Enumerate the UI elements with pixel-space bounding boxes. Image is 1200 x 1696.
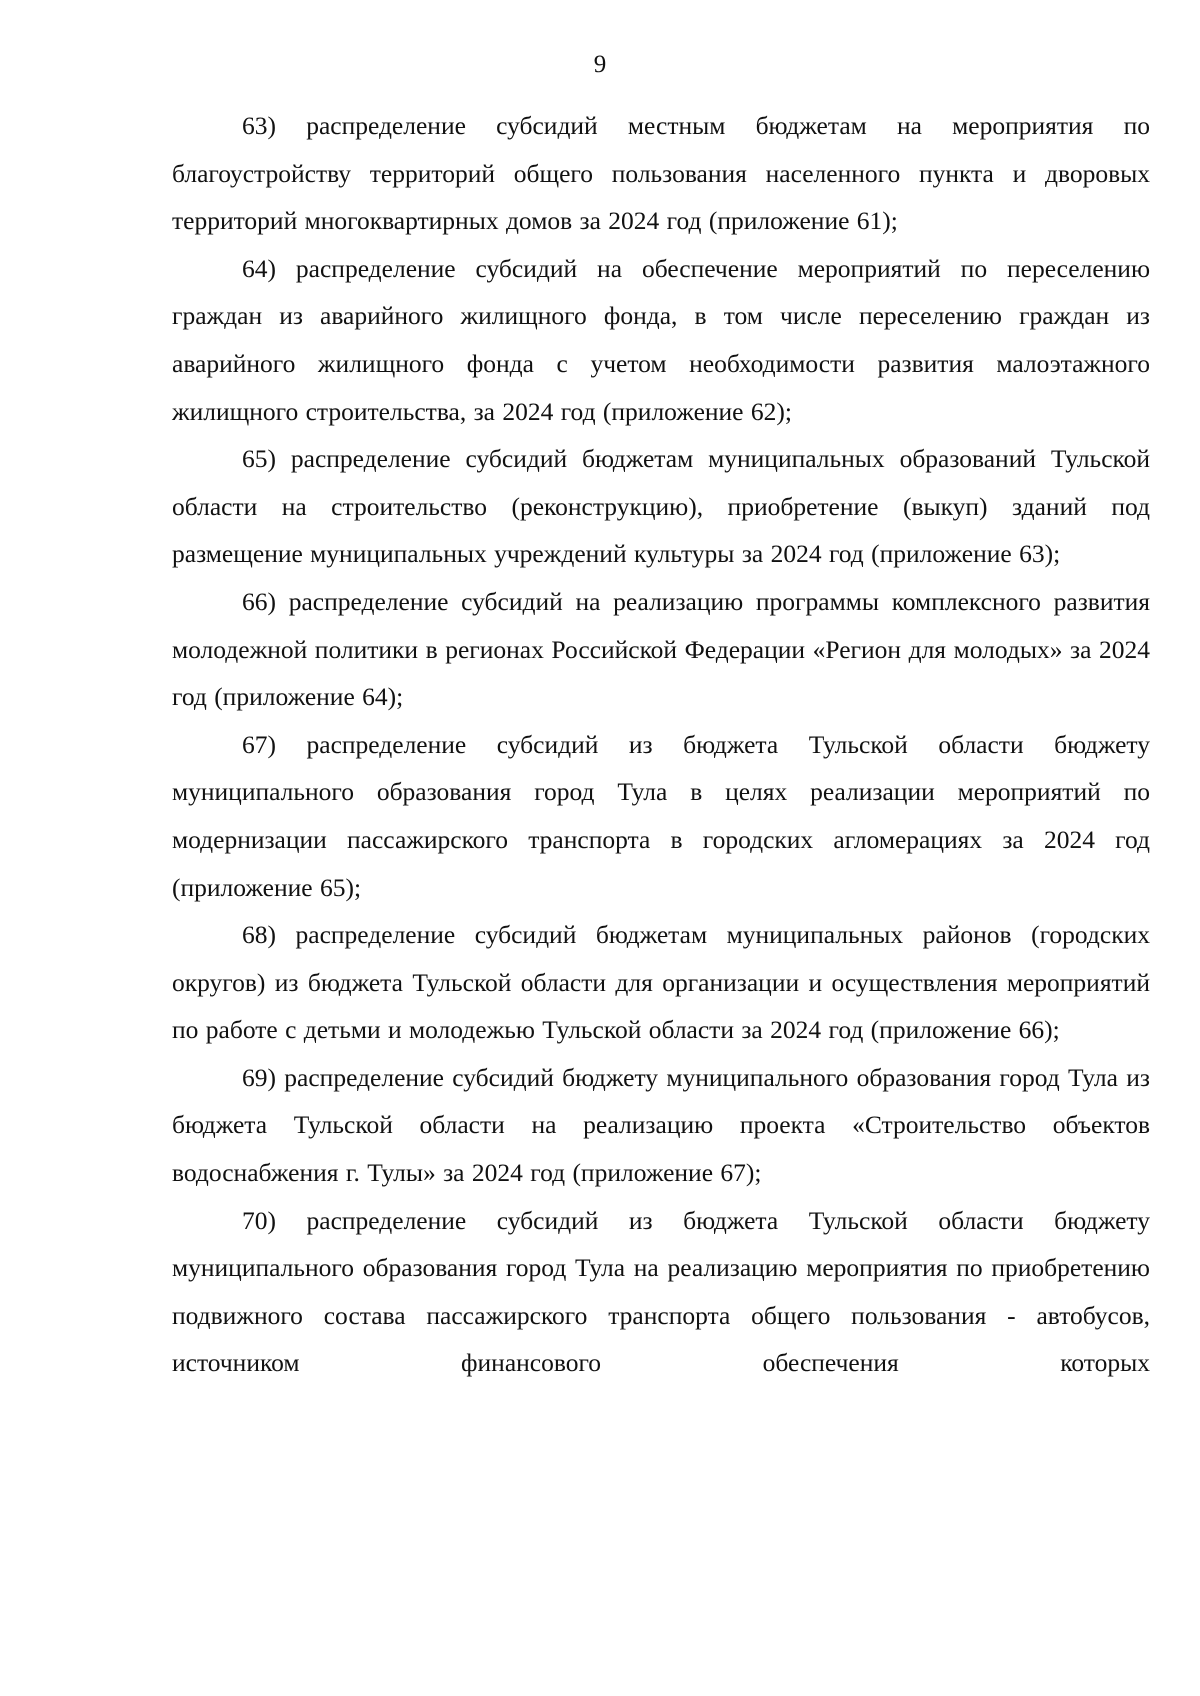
list-item-63: 63) распределение субсидий местным бюджетам на мероприятия по благоустройству территорий общего пользования населенного пункта и дворовых территорий многоквартирных домов за 2024 год (приложение 61); [172,111,1150,236]
list-item-67: 67) распределение субсидий из бюджета Тульской области бюджету муниципального образования город Тула в целях реализации мероприятий по модернизации пассажирского транспорта в городских агломерациях за 2024 год (приложение 65); [172,729,1150,902]
list-item-69: 69) распределение субсидий бюджету муниципального образования город Тула из бюджета Тульской области на реализацию проекта «Строительство объектов водоснабжения г. Тулы» за 2024 год (приложение 67); [172,1062,1150,1188]
list-item-70: 70) распределение субсидий из бюджета Тульской области бюджету муниципального образования город Тула на реализацию мероприятия по приобретению подвижного состава пассажирского транспорта общего пользования - автобусов, источником финансового обеспечения которых [172,1205,1150,1378]
list-item-64: 64) распределение субсидий на обеспечение мероприятий по переселению граждан из аварийного жилищного фонда, в том числе переселению граждан из аварийного жилищного фонда с учетом необходимости развития малоэтажного жилищного строительства, за 2024 год (приложение 62); [172,253,1150,426]
list-item-65: 65) распределение субсидий бюджетам муниципальных образований Тульской области на строительство (реконструкцию), приобретение (выкуп) зданий под размещение муниципальных учреждений культуры за 2024 год (приложение 63); [172,444,1150,569]
page-number: 9 [593,51,607,78]
list-item-66: 66) распределение субсидий на реализацию программы комплексного развития молодежной политики в регионах Российской Федерации «Регион для молодых» за 2024 год (приложение 64); [172,586,1150,712]
document-body [172,102,1150,1387]
list-item-68: 68) распределение субсидий бюджетам муниципальных районов (городских округов) из бюджета Тульской области для организации и осуществления мероприятий по работе с детьми и молодежью Тульской области за 2024 год (приложение 66); [172,920,1150,1045]
